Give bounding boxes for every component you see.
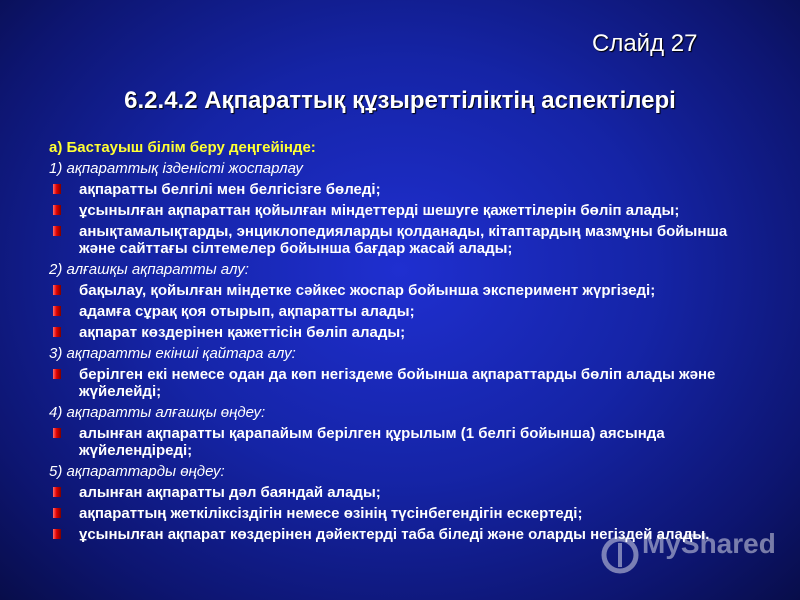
slide-number: Слайд 27 (592, 30, 698, 57)
bullet-item (49, 223, 764, 257)
bullet-text: ұсынылған ақпараттан қойылған міндеттерді шешуге қажеттілерін бөліп алады; (79, 202, 680, 219)
bullet-item (49, 324, 764, 341)
section-3-label: 3) ақпаратты екінші қайтара алу: (49, 345, 296, 362)
bullet-marker-icon (53, 508, 61, 518)
bullet-marker-icon (53, 285, 61, 295)
bullet-text: ақпарат көздерінен қажеттісін бөліп алады; (79, 324, 406, 341)
bullet-item (49, 366, 764, 400)
section-2-label: 2) алғашқы ақпаратты алу: (49, 261, 249, 278)
bullet-text: алынған ақпаратты дәл баяндай алады; (79, 484, 381, 501)
bullet-text: алынған ақпаратты қарапайым берілген құрылым (1 белгі бойынша) аясында жүйелендіреді; (79, 425, 665, 459)
bullet-text: адамға сұрақ қоя отырып, ақпаратты алады; (79, 303, 415, 320)
bullet-marker-icon (53, 369, 61, 379)
bullet-text: анықтамалықтарды, энциклопедияларды қолданады, кітаптардың мазмұны бойынша және сайттағы сілтемелер бойынша бағдар жасай алады; (79, 223, 728, 257)
bullet-text: бақылау, қойылған міндетке сәйкес жоспар бойынша эксперимент жүргізеді; (79, 282, 656, 299)
slide-title: 6.2.4.2 Ақпараттық құзыреттіліктің аспектілері (124, 87, 676, 114)
bullet-item (49, 181, 764, 198)
bullet-item (49, 303, 764, 320)
bullet-marker-icon (53, 428, 61, 438)
watermark-logo-icon (600, 535, 640, 575)
bullet-text: берілген екі немесе одан да көп негіздеме бойынша ақпараттарды бөліп алады және жүйелейді; (79, 366, 716, 400)
bullet-item (49, 505, 764, 522)
bullet-marker-icon (53, 529, 61, 539)
bullet-text: ұсынылған ақпарат көздерінен дәйектерді таба біледі және оларды негіздей алады. (79, 526, 710, 543)
bullet-item (49, 484, 764, 501)
bullet-marker-icon (53, 487, 61, 497)
bullet-marker-icon (53, 184, 61, 194)
section-5-label: 5) ақпараттарды өңдеу: (49, 463, 225, 480)
bullet-marker-icon (53, 306, 61, 316)
level-heading: а) Бастауыш білім беру деңгейінде: (49, 139, 316, 156)
bullet-item (49, 202, 764, 219)
bullet-marker-icon (53, 205, 61, 215)
bullet-item (49, 425, 764, 459)
bullet-marker-icon (53, 327, 61, 337)
bullet-text: ақпараттың жеткіліксіздігін немесе өзінің түсінбегендігін ескертеді; (79, 505, 583, 522)
bullet-item (49, 282, 764, 299)
bullet-marker-icon (53, 226, 61, 236)
watermark-text: MyShared (642, 528, 776, 559)
section-4-label: 4) ақпаратты алғашқы өңдеу: (49, 404, 266, 421)
bullet-text: ақпаратты белгілі мен белгісізге бөледі; (79, 181, 381, 198)
slide-content (49, 139, 764, 547)
section-1-label: 1) ақпараттық ізденісті жоспарлау (49, 160, 303, 177)
